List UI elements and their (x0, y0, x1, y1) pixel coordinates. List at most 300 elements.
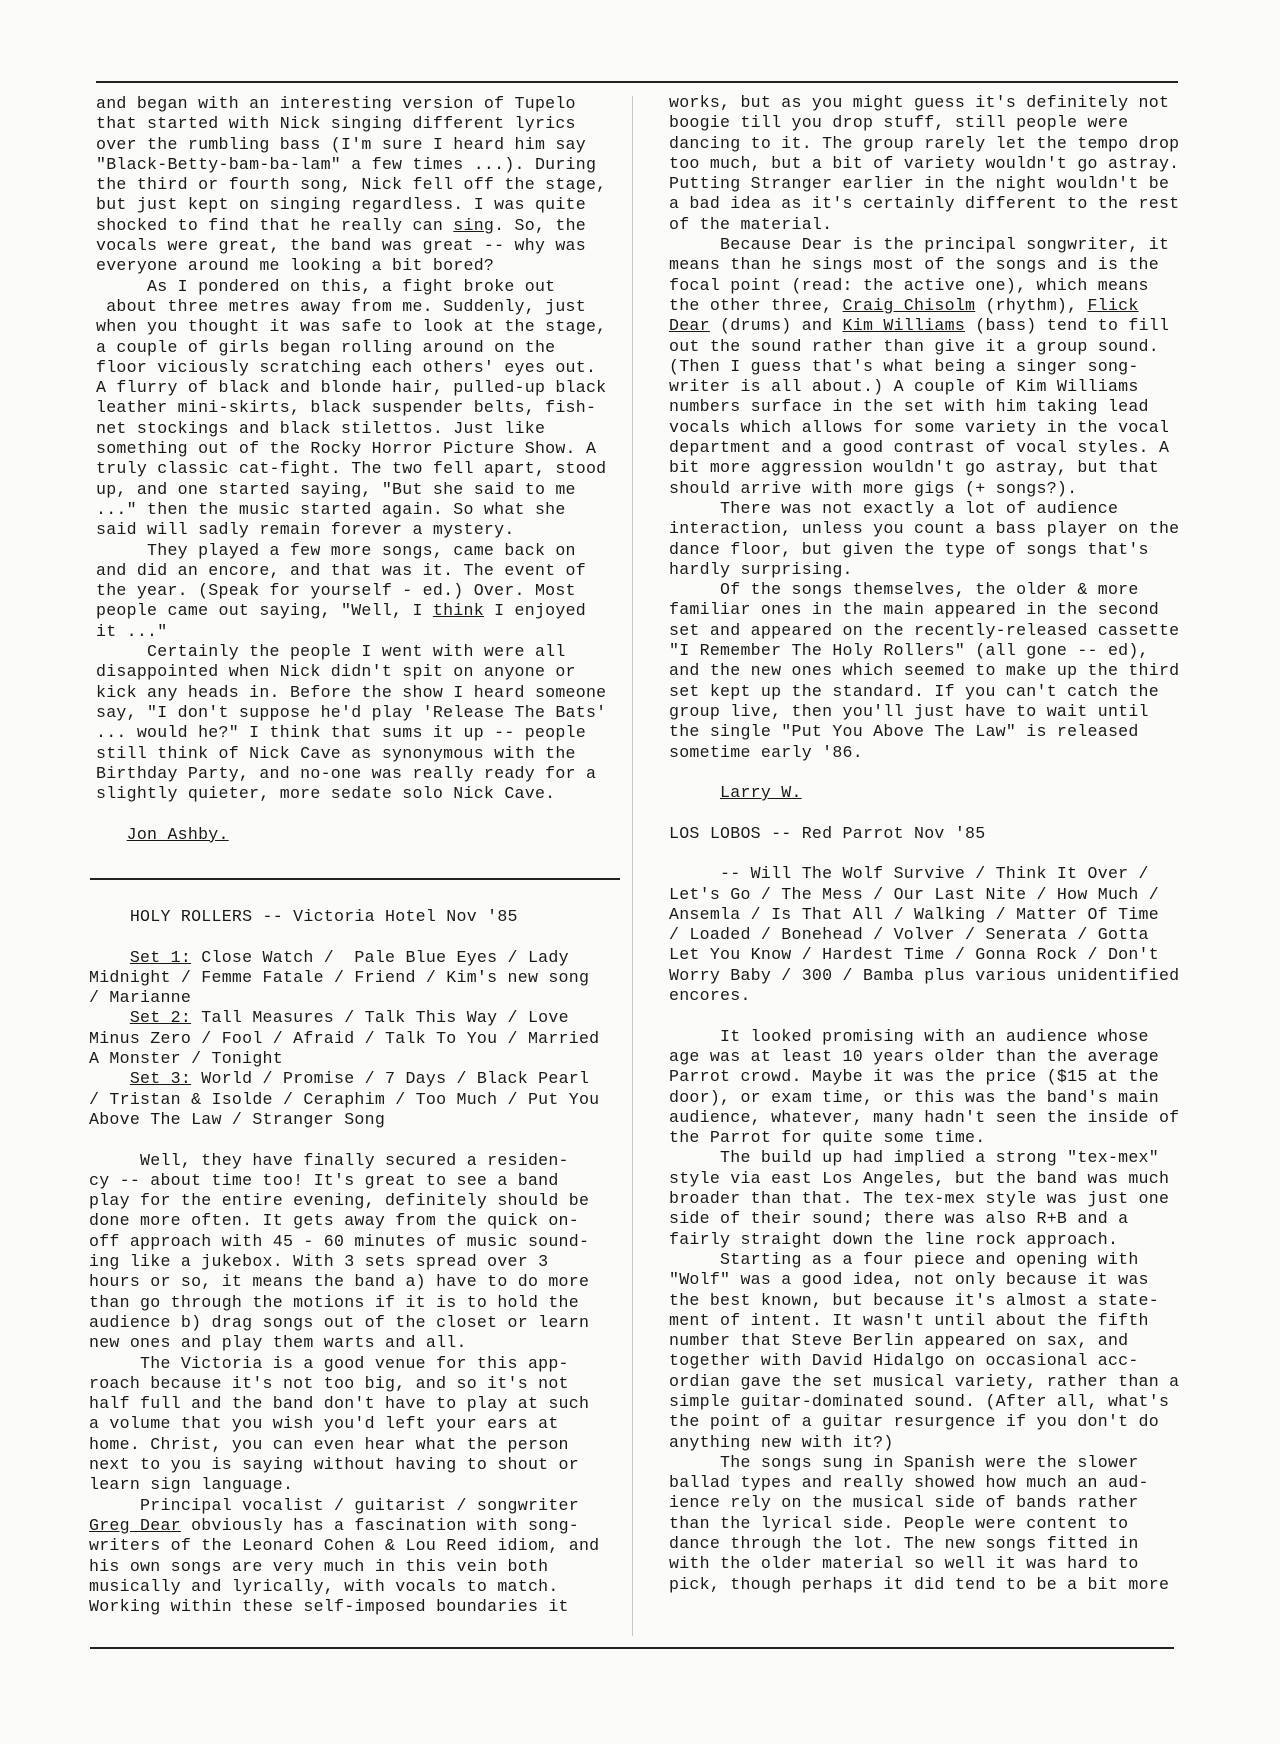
text-segment: ... would he?" I think that sums it up -- people (96, 723, 586, 743)
text-segment: leather mini-skirts, black suspender belts, fish- (96, 398, 597, 418)
text-line (89, 1008, 599, 1028)
text-segment: A flurry of black and blonde hair, pulled-up black (96, 378, 607, 398)
text-line (669, 1534, 1179, 1554)
text-segment: broader than that. The tex-mex style was just one (669, 1189, 1170, 1209)
text-segment: done more often. It gets away from the quick on- (89, 1211, 579, 1231)
text-line (96, 662, 606, 682)
text-line (89, 1354, 599, 1374)
text-segment: Putting Stranger earlier in the night wouldn't be (669, 174, 1170, 194)
text-segment: vocals were great, the band was great -- why was (96, 236, 586, 256)
text-line (89, 1252, 599, 1272)
text-segment: writers of the Leonard Cohen & Lou Reed idiom, and (89, 1536, 600, 1556)
text-segment: Midnight / Femme Fatale / Friend / Kim's new song (89, 967, 590, 987)
text-segment: Parrot crowd. Maybe it was the price ($15 at the (669, 1067, 1159, 1087)
text-line (669, 1514, 1179, 1534)
text-segment: the Parrot for quite some time. (669, 1128, 986, 1148)
text-line (669, 337, 1179, 357)
text-line (669, 93, 1179, 113)
text-segment: Certainly the people I went with were all (96, 642, 566, 662)
text-segment: new ones and play them warts and all. (89, 1333, 467, 1353)
text-line (89, 1516, 599, 1536)
text-segment: too much, but a bit of variety wouldn't go astray. (669, 153, 1180, 173)
text-segment: (Then I guess that's what being a singer song- (669, 356, 1139, 376)
underlined-text: Jon Ashby. (126, 824, 229, 844)
column-divider (632, 96, 633, 1636)
underlined-text: Set 3: (129, 1069, 192, 1089)
text-line (669, 1351, 1179, 1371)
text-line (96, 236, 606, 256)
text-segment: It looked promising with an audience whose (669, 1026, 1149, 1046)
text-segment: Let's Go / The Mess / Our Last Nite / How Much / (669, 884, 1159, 904)
text-segment: As I pondered on this, a fight broke out (96, 276, 556, 296)
text-segment: about three metres away from me. Suddenly, just (96, 296, 586, 316)
text-line (96, 358, 606, 378)
text-segment: Above The Law / Stranger Song (89, 1109, 386, 1129)
text-segment: numbers surface in the set with him taking lead (669, 397, 1149, 417)
text-line (669, 397, 1179, 417)
text-segment: the single "Put You Above The Law" is released (669, 722, 1139, 742)
text-line (669, 661, 1179, 681)
text-line (669, 1230, 1179, 1250)
text-segment: half full and the band don't have to play at such (89, 1394, 590, 1414)
text-segment: The songs sung in Spanish were the slower (669, 1452, 1139, 1472)
text-segment: The Victoria is a good venue for this app- (89, 1353, 569, 1373)
text-line (96, 804, 606, 824)
text-segment: A Monster / Tonight (89, 1049, 283, 1069)
text-segment: Ansemla / Is That All / Walking / Matter Of Time (669, 904, 1159, 924)
text-segment: pick, though perhaps it did tend to be a bit more (669, 1574, 1170, 1594)
text-line (669, 519, 1179, 539)
text-line (89, 1049, 599, 1069)
text-segment: age was at least 10 years older than the average (669, 1046, 1159, 1066)
text-line (96, 744, 606, 764)
text-line (669, 316, 1179, 336)
text-line (89, 1597, 599, 1617)
text-line (96, 297, 606, 317)
text-line (89, 1272, 599, 1292)
underlined-text: Craig Chisolm (842, 295, 976, 315)
text-line (96, 825, 606, 845)
text-line (669, 235, 1179, 255)
text-segment: cy -- about time too! It's great to see a band (89, 1170, 559, 1190)
text-line (669, 418, 1179, 438)
text-line (96, 500, 606, 520)
text-line (669, 824, 1179, 844)
text-line (669, 864, 1179, 884)
text-segment (89, 1069, 130, 1088)
text-line (669, 621, 1179, 641)
text-segment: play for the entire evening, definitely should be (89, 1191, 590, 1211)
text-line (96, 419, 606, 439)
text-segment: Of the songs themselves, the older & more (669, 580, 1139, 600)
text-line (669, 540, 1179, 560)
text-segment: "Wolf" was a good idea, not only because it was (669, 1270, 1149, 1290)
text-line (669, 1433, 1179, 1453)
text-line (96, 256, 606, 276)
text-segment: with the older material so well it was hard to (669, 1554, 1139, 1574)
text-line (669, 154, 1179, 174)
text-line (89, 1557, 599, 1577)
text-line (669, 885, 1179, 905)
text-segment: ordian gave the set musical variety, rather than a (669, 1371, 1180, 1391)
text-segment: ment of intent. It wasn't until about the fifth (669, 1310, 1149, 1330)
text-line (669, 113, 1179, 133)
text-segment: Birthday Party, and no-one was really ready for a (96, 763, 597, 783)
text-segment: ience rely on the musical side of bands rather (669, 1493, 1139, 1513)
text-line (669, 905, 1179, 925)
text-line (669, 1473, 1179, 1493)
text-segment: said will sadly remain forever a mystery. (96, 520, 515, 540)
right-column (669, 93, 1179, 1595)
text-segment: They played a few more songs, came back on (96, 540, 576, 560)
text-line (669, 1027, 1179, 1047)
text-line (669, 600, 1179, 620)
text-line (89, 1455, 599, 1475)
text-segment: set and appeared on the recently-released cassette (669, 620, 1180, 640)
text-segment: Let You Know / Hardest Time / Gonna Rock / Don't (669, 945, 1159, 965)
text-line (89, 1333, 599, 1353)
text-segment: anything new with it?) (669, 1432, 894, 1452)
text-segment (89, 948, 130, 967)
text-segment: everyone around me looking a bit bored? (96, 256, 495, 276)
text-segment: side of their sound; there was also R+B and a (669, 1209, 1129, 1229)
text-line (669, 682, 1179, 702)
text-segment: shocked to find that he really can (96, 215, 454, 235)
text-line (89, 1090, 599, 1110)
text-line (89, 1475, 599, 1495)
text-line (669, 458, 1179, 478)
text-segment: the third or fourth song, Nick fell off the stage, (96, 175, 607, 195)
text-line (96, 764, 606, 784)
text-segment: that started with Nick singing different lyrics (96, 114, 576, 134)
text-segment: but just kept on singing regardless. I was quite (96, 195, 586, 215)
bottom-rule (90, 1647, 1174, 1649)
text-line (669, 722, 1179, 742)
text-segment (89, 1008, 130, 1027)
text-line (669, 1291, 1179, 1311)
text-segment: people came out saying, "Well, I (96, 601, 433, 621)
text-line (669, 255, 1179, 275)
text-line (89, 1130, 599, 1150)
text-line (669, 1148, 1179, 1168)
text-segment: it ..." (96, 621, 168, 641)
text-segment: door), or exam time, or this was the band's main (669, 1087, 1159, 1107)
section-rule (90, 878, 620, 880)
text-line (96, 723, 606, 743)
text-line (669, 945, 1179, 965)
text-segment: (drums) and (709, 316, 843, 336)
text-line (96, 561, 606, 581)
text-line (669, 1493, 1179, 1513)
text-segment: Minus Zero / Fool / Afraid / Talk To You / Married (89, 1028, 600, 1048)
text-line (669, 1169, 1179, 1189)
text-segment: focal point (read: the active one), which means (669, 275, 1149, 295)
text-line (669, 986, 1179, 1006)
text-line (669, 479, 1179, 499)
text-line (669, 1453, 1179, 1473)
text-line (669, 1128, 1179, 1148)
text-line (96, 642, 606, 662)
text-segment: group live, then you'll just have to wait until (669, 701, 1149, 721)
text-line (669, 803, 1179, 823)
text-line (669, 194, 1179, 214)
text-line (89, 1151, 599, 1171)
text-segment: style via east Los Angeles, but the band was much (669, 1168, 1170, 1188)
text-segment: dancing to it. The group rarely let the tempo drop (669, 133, 1180, 153)
text-line (669, 1412, 1179, 1432)
text-segment: simple guitar-dominated sound. (After all, what's (669, 1392, 1170, 1411)
text-line (96, 114, 606, 134)
text-line (669, 1575, 1179, 1595)
text-segment: ballad types and really showed how much an aud- (669, 1473, 1149, 1493)
text-line (669, 438, 1179, 458)
text-segment: a bad idea as it's certainly different to the rest (669, 194, 1180, 214)
text-line (669, 1006, 1179, 1026)
text-segment: should arrive with more gigs (+ songs?). (669, 478, 1078, 498)
text-line (89, 1232, 599, 1252)
text-segment: Because Dear is the principal songwriter, it (669, 235, 1170, 255)
text-line (96, 459, 606, 479)
text-line (669, 276, 1179, 296)
text-segment: Tall Measures / Talk This Way / Love (191, 1008, 569, 1028)
text-segment: fairly straight down the line rock approach. (669, 1229, 1119, 1249)
text-segment: vocals which allows for some variety in the vocal (669, 417, 1170, 437)
text-line (89, 1374, 599, 1394)
text-segment: a couple of girls began rolling around on the (96, 337, 556, 357)
text-segment: ing like a jukebox. With 3 sets spread over 3 (89, 1252, 549, 1272)
text-line (89, 1293, 599, 1313)
text-line (89, 1110, 599, 1130)
text-segment: interaction, unless you count a bass player on the (669, 519, 1180, 539)
text-line (89, 1536, 599, 1556)
text-line (89, 1191, 599, 1211)
text-segment: say, "I don't suppose he'd play 'Release The Bats' (96, 702, 607, 722)
left-column-top (96, 94, 606, 845)
text-segment: HOLY ROLLERS -- Victoria Hotel Nov '85 (89, 907, 518, 926)
underlined-text: Larry W. (720, 783, 802, 803)
text-line (96, 94, 606, 114)
text-segment: and began with an interesting version of Tupelo (96, 94, 576, 113)
text-segment: slightly quieter, more sedate solo Nick Cave. (96, 784, 556, 804)
text-segment: and the new ones which seemed to make up the third (669, 661, 1180, 681)
text-segment: There was not exactly a lot of audience (669, 498, 1119, 518)
text-line (89, 948, 599, 968)
text-line (669, 580, 1179, 600)
text-line (96, 398, 606, 418)
text-segment: / Tristan & Isolde / Ceraphim / Too Much / Put You (89, 1089, 600, 1109)
text-segment: hours or so, it means the band a) have to do more (89, 1272, 590, 1292)
text-segment: means than he sings most of the songs and is the (669, 255, 1159, 275)
text-segment: set kept up the standard. If you can't catch the (669, 681, 1159, 701)
text-line (669, 499, 1179, 519)
text-line (669, 377, 1179, 397)
underlined-text: sing (453, 215, 495, 235)
text-segment: next to you is saying without having to shout or (89, 1455, 579, 1475)
text-line (96, 439, 606, 459)
left-column-bottom (89, 907, 599, 1617)
text-segment: kick any heads in. Before the show I heard someone (96, 682, 607, 702)
text-line (96, 703, 606, 723)
text-segment: audience b) drag songs out of the closet or learn (89, 1312, 590, 1332)
text-segment (96, 825, 127, 844)
text-segment: out the sound rather than give it a group sound. (669, 336, 1159, 356)
text-line (669, 134, 1179, 154)
text-line (89, 927, 599, 947)
text-line (669, 357, 1179, 377)
text-segment: Worry Baby / 300 / Bamba plus various unidentified (669, 965, 1180, 985)
text-segment: over the rumbling bass (I'm sure I heard him say (96, 134, 586, 154)
text-line (96, 480, 606, 500)
text-segment: still think of Nick Cave as synonymous with the (96, 743, 576, 763)
underlined-text: Set 2: (129, 1008, 192, 1028)
text-line (669, 966, 1179, 986)
text-segment: when you thought it was safe to look at the stage, (96, 317, 607, 337)
text-segment: home. Christ, you can even hear what the person (89, 1434, 569, 1454)
text-line (89, 1394, 599, 1414)
text-line (669, 1189, 1179, 1209)
text-segment: the best known, but because it's almost a state- (669, 1290, 1159, 1310)
text-line (96, 581, 606, 601)
text-segment: Principal vocalist / guitarist / songwriter (89, 1495, 579, 1515)
text-line (669, 1372, 1179, 1392)
text-segment: musically and lyrically, with vocals to match. (89, 1576, 559, 1596)
text-line (669, 174, 1179, 194)
underlined-text: Flick (1087, 295, 1139, 315)
text-segment: boogie till you drop stuff, still people were (669, 113, 1129, 133)
text-segment: ..." then the music started again. So what she (96, 499, 566, 519)
text-line (96, 155, 606, 175)
text-segment: LOS LOBOS -- Red Parrot Nov '85 (669, 823, 986, 843)
text-segment: than the lyrical side. People were content to (669, 1513, 1129, 1533)
text-segment: / Marianne (89, 988, 192, 1008)
text-segment: bit more aggression wouldn't go astray, but that (669, 458, 1159, 478)
underlined-text: Dear (669, 316, 710, 336)
text-line (89, 1313, 599, 1333)
text-line (669, 743, 1179, 763)
text-line (89, 1211, 599, 1231)
underlined-text: Greg Dear (89, 1515, 181, 1535)
text-line (96, 195, 606, 215)
text-segment: off approach with 45 - 60 minutes of music sound- (89, 1231, 590, 1251)
text-line (96, 683, 606, 703)
text-segment: dance through the lot. The new songs fitted in (669, 1534, 1139, 1554)
underlined-text: think (432, 601, 484, 621)
text-line (89, 1435, 599, 1455)
text-line (96, 520, 606, 540)
text-segment: / Loaded / Bonehead / Volver / Senerata / Gotta (669, 925, 1149, 945)
text-segment: writer is all about.) A couple of Kim Williams (669, 377, 1139, 397)
text-line (96, 338, 606, 358)
text-segment: floor viciously scratching each others' eyes out. (96, 357, 597, 377)
text-segment: than go through the motions if it is to hold the (89, 1292, 579, 1312)
text-line (96, 378, 606, 398)
text-line (669, 560, 1179, 580)
text-segment: of the material. (669, 214, 833, 234)
text-segment: -- Will The Wolf Survive / Think It Over / (669, 864, 1149, 884)
text-line (669, 1067, 1179, 1087)
text-segment: audience, whatever, many hadn't seen the inside of (669, 1107, 1180, 1127)
text-segment: net stockings and black stilettos. Just like (96, 418, 546, 438)
text-line (669, 296, 1179, 316)
text-segment: . So, the (494, 215, 586, 235)
text-line (669, 1392, 1179, 1412)
text-segment: a volume that you wish you'd left your ears at (89, 1414, 559, 1434)
text-line (669, 925, 1179, 945)
text-line (669, 1088, 1179, 1108)
text-line (89, 1577, 599, 1597)
text-segment: (bass) tend to fill (965, 316, 1170, 336)
text-line (96, 784, 606, 804)
text-line (669, 1311, 1179, 1331)
text-line (89, 907, 599, 927)
text-segment: something out of the Rocky Horror Picture Show. A (96, 439, 597, 459)
text-line (96, 135, 606, 155)
text-line (96, 277, 606, 297)
text-line (89, 1496, 599, 1516)
text-segment: sometime early '86. (669, 742, 863, 762)
text-line (89, 1414, 599, 1434)
text-segment: Close Watch / Pale Blue Eyes / Lady (191, 947, 569, 967)
text-segment: World / Promise / 7 Days / Black Pearl (191, 1069, 590, 1089)
text-segment: obviously has a fascination with song- (180, 1515, 579, 1535)
text-segment: together with David Hidalgo on occasional acc- (669, 1351, 1139, 1371)
underlined-text: Kim Williams (842, 316, 966, 336)
text-line (669, 763, 1179, 783)
text-segment: Working within these self-imposed boundaries it (89, 1597, 569, 1617)
text-segment: encores. (669, 986, 751, 1006)
text-segment: The build up had implied a strong "tex-mex" (669, 1148, 1159, 1168)
text-line (669, 1209, 1179, 1229)
text-line (669, 1270, 1179, 1290)
text-segment: dance floor, but given the type of songs that's (669, 539, 1149, 559)
text-line (96, 317, 606, 337)
text-line (96, 541, 606, 561)
text-segment: and did an encore, and that was it. The event of (96, 560, 586, 580)
underlined-text: Set 1: (129, 947, 192, 967)
text-segment: works, but as you might guess it's definitely not (669, 93, 1170, 112)
text-segment: department and a good contrast of vocal styles. A (669, 438, 1170, 458)
text-line (669, 1331, 1179, 1351)
text-segment: the year. (Speak for yourself - ed.) Over. Most (96, 581, 576, 601)
text-line (669, 702, 1179, 722)
text-line (89, 1171, 599, 1191)
text-segment: familiar ones in the main appeared in the second (669, 600, 1159, 620)
text-segment: roach because it's not too big, and so it's not (89, 1373, 569, 1393)
text-segment: "I Remember The Holy Rollers" (all gone -- ed), (669, 641, 1149, 661)
top-rule (96, 81, 1178, 83)
text-line (669, 783, 1179, 803)
text-line (96, 622, 606, 642)
text-segment: (rhythm), (975, 295, 1088, 315)
text-segment: up, and one started saying, "But she said to me (96, 479, 576, 499)
text-segment: hardly surprising. (669, 559, 853, 579)
text-line (96, 601, 606, 621)
text-segment: truly classic cat-fight. The two fell apart, stood (96, 459, 607, 479)
text-line (669, 1554, 1179, 1574)
text-line (89, 1069, 599, 1089)
text-segment: "Black-Betty-bam-ba-lam" a few times ...). During (96, 154, 597, 174)
text-segment: the point of a guitar resurgence if you don't do (669, 1412, 1159, 1432)
text-segment: his own songs are very much in this vein both (89, 1556, 549, 1576)
text-line (96, 216, 606, 236)
text-line (669, 1250, 1179, 1270)
text-segment: the other three, (669, 295, 843, 315)
text-segment: disappointed when Nick didn't spit on anyone or (96, 662, 576, 682)
text-line (669, 215, 1179, 235)
text-line (96, 175, 606, 195)
text-segment: number that Steve Berlin appeared on sax, and (669, 1331, 1129, 1351)
text-line (669, 1108, 1179, 1128)
